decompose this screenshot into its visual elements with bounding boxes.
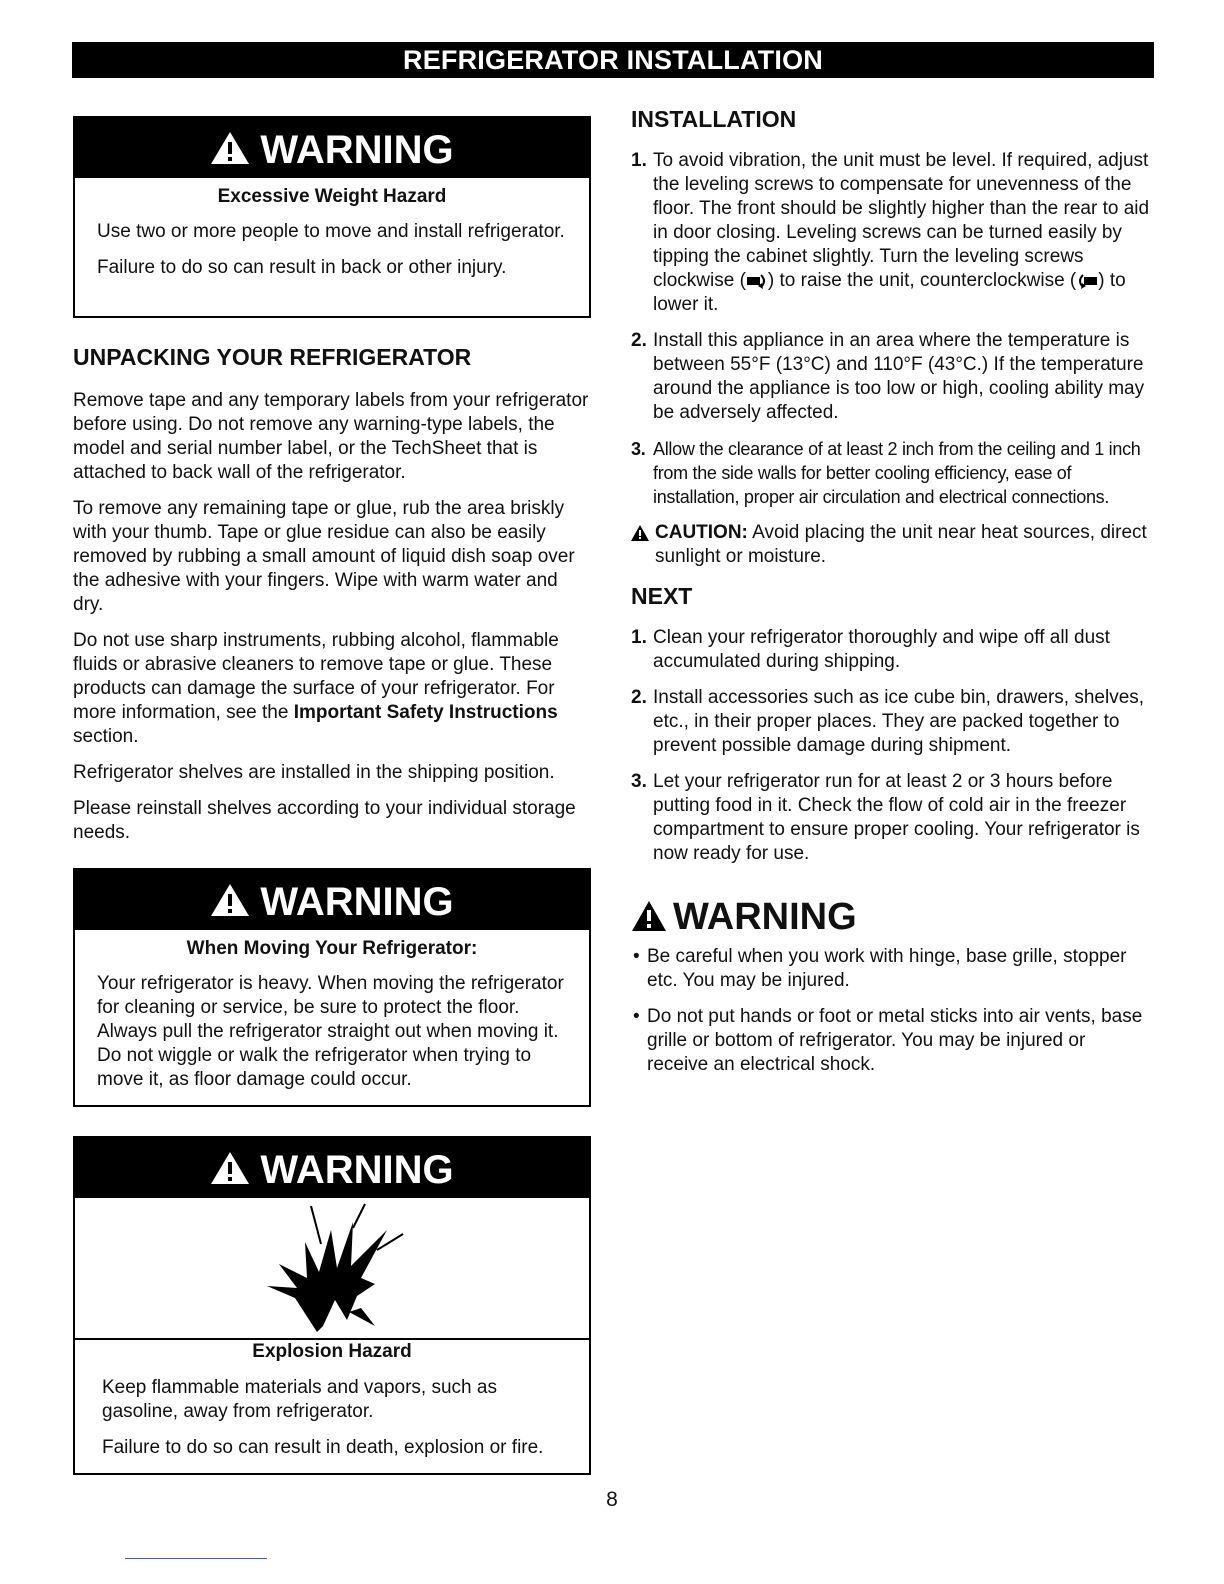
paragraph: Remove tape and any temporary labels from your refrigerator before using. Do not remove any warning-type labels, the model and serial number label, or the TechSheet that is attached to back wall of the refrigerator. [73, 390, 589, 483]
paragraph: Refrigerator shelves are installed in the shipping position. [73, 762, 555, 783]
list-item: 3. Allow the clearance of at least 2 inch from the ceiling and 1 inch from the side walls for better cooling efficiency, ease of installation, proper air circulation and electrical connections. [631, 439, 1141, 507]
footer-rule [125, 1558, 267, 1559]
warning-label: WARNING [260, 128, 454, 172]
caution-note: CAUTION: Avoid placing the unit near heat sources, direct sunlight or moisture. [631, 521, 1151, 569]
weight-warning-box [73, 116, 591, 318]
list-item: 2. Install this appliance in an area where the temperature is between 55°F (13°C) and 110°F (43°C.) If the temperature around the appliance is too low or high, cooling ability may be adversely affected. [631, 330, 1145, 423]
list-item: 1. Clean your refrigerator thoroughly and wipe off all dust accumulated during shipping. [631, 627, 1110, 672]
right-column [631, 106, 1151, 1089]
section-heading: INSTALLATION [631, 106, 797, 132]
moving-warning-box [73, 868, 591, 1107]
paragraph: Do not use sharp instruments, rubbing alcohol, flammable fluids or abrasive cleaners to remove tape or glue. These products can damage the surface of your refrigerator. For more information, see the Important Safety Instructions section. [73, 630, 559, 747]
page-title: REFRIGERATOR INSTALLATION [72, 42, 1154, 78]
section-heading: NEXT [631, 583, 693, 609]
warning-subtitle: Explosion Hazard [252, 1341, 412, 1362]
clockwise-arrow-icon [746, 272, 768, 290]
paragraph: To remove any remaining tape or glue, rub the area briskly with your thumb. Tape or glue residue can also be easily removed by rubbing a small amount of liquid dish soap over the adhesive with your fingers. Wipe with warm water and dry. [73, 498, 575, 615]
explosion-warning-box [73, 1136, 591, 1475]
list-item: • Do not put hands or foot or metal sticks into air vents, base grille or bottom of refrigerator. You may be injured or receive an electrical shock. [633, 1006, 1143, 1075]
warning-bullet-list [631, 945, 1151, 1077]
list-item: 2. Install accessories such as ice cube bin, drawers, shelves, etc., in their proper places. They are packed together to prevent possible damage during shipment. [631, 687, 1145, 756]
safety-instructions-ref: Important Safety Instructions [293, 702, 558, 723]
counterclockwise-arrow-icon [1076, 272, 1098, 290]
warning-paragraph: Use two or more people to move and install refrigerator. [97, 221, 565, 242]
warning-triangle-icon [210, 883, 250, 917]
page-number: 8 [606, 1488, 618, 1511]
warning-header [75, 118, 589, 178]
warning-heading: WARNING [631, 896, 1151, 939]
warning-paragraph: Keep flammable materials and vapors, such as gasoline, away from refrigerator. [102, 1377, 497, 1422]
list-item: 1. To avoid vibration, the unit must be level. If required, adjust the leveling screws to compensate for unevenness of the floor. The front should be slightly higher than the rear to aid in door closing. Leveling screws can be turned easily by tipping the cabinet slightly. Turn the leveling screws clockwise ( ) to raise the unit, counterclockwise ( ) to lower it. [631, 150, 1150, 315]
warning-header [75, 870, 589, 930]
paragraph: Please reinstall shelves according to your individual storage needs. [73, 798, 576, 843]
warning-paragraph: Failure to do so can result in back or other injury. [97, 257, 507, 278]
warning-triangle-icon [210, 131, 250, 165]
warning-triangle-icon [631, 900, 667, 932]
explosion-icon [75, 1198, 589, 1340]
section-heading: UNPACKING YOUR REFRIGERATOR [73, 344, 472, 370]
warning-subtitle: Excessive Weight Hazard [217, 186, 447, 207]
warning-paragraph: Failure to do so can result in death, explosion or fire. [102, 1437, 544, 1458]
warning-label: WARNING [260, 880, 454, 924]
list-item: 3. Let your refrigerator run for at least 2 or 3 hours before putting food in it. Check the flow of cold air in the freezer compartment to ensure proper cooling. Your refrigerator is now ready for use. [631, 771, 1140, 864]
next-list [631, 626, 1151, 866]
left-column [73, 116, 591, 1458]
warning-paragraph: Your refrigerator is heavy. When moving the refrigerator for cleaning or service, be sure to protect the floor. Always pull the refrigerator straight out when moving it. Do not wiggle or walk the refrigerator when trying to move it, as floor damage could occur. [97, 973, 564, 1090]
installation-list [631, 149, 1151, 509]
warning-triangle-icon [631, 525, 649, 541]
warning-subtitle: When Moving Your Refrigerator: [186, 938, 478, 959]
warning-triangle-icon [210, 1151, 250, 1185]
warning-header [75, 1138, 589, 1198]
warning-label: WARNING [260, 1148, 454, 1192]
list-item: • Be careful when you work with hinge, base grille, stopper etc. You may be injured. [633, 946, 1127, 991]
